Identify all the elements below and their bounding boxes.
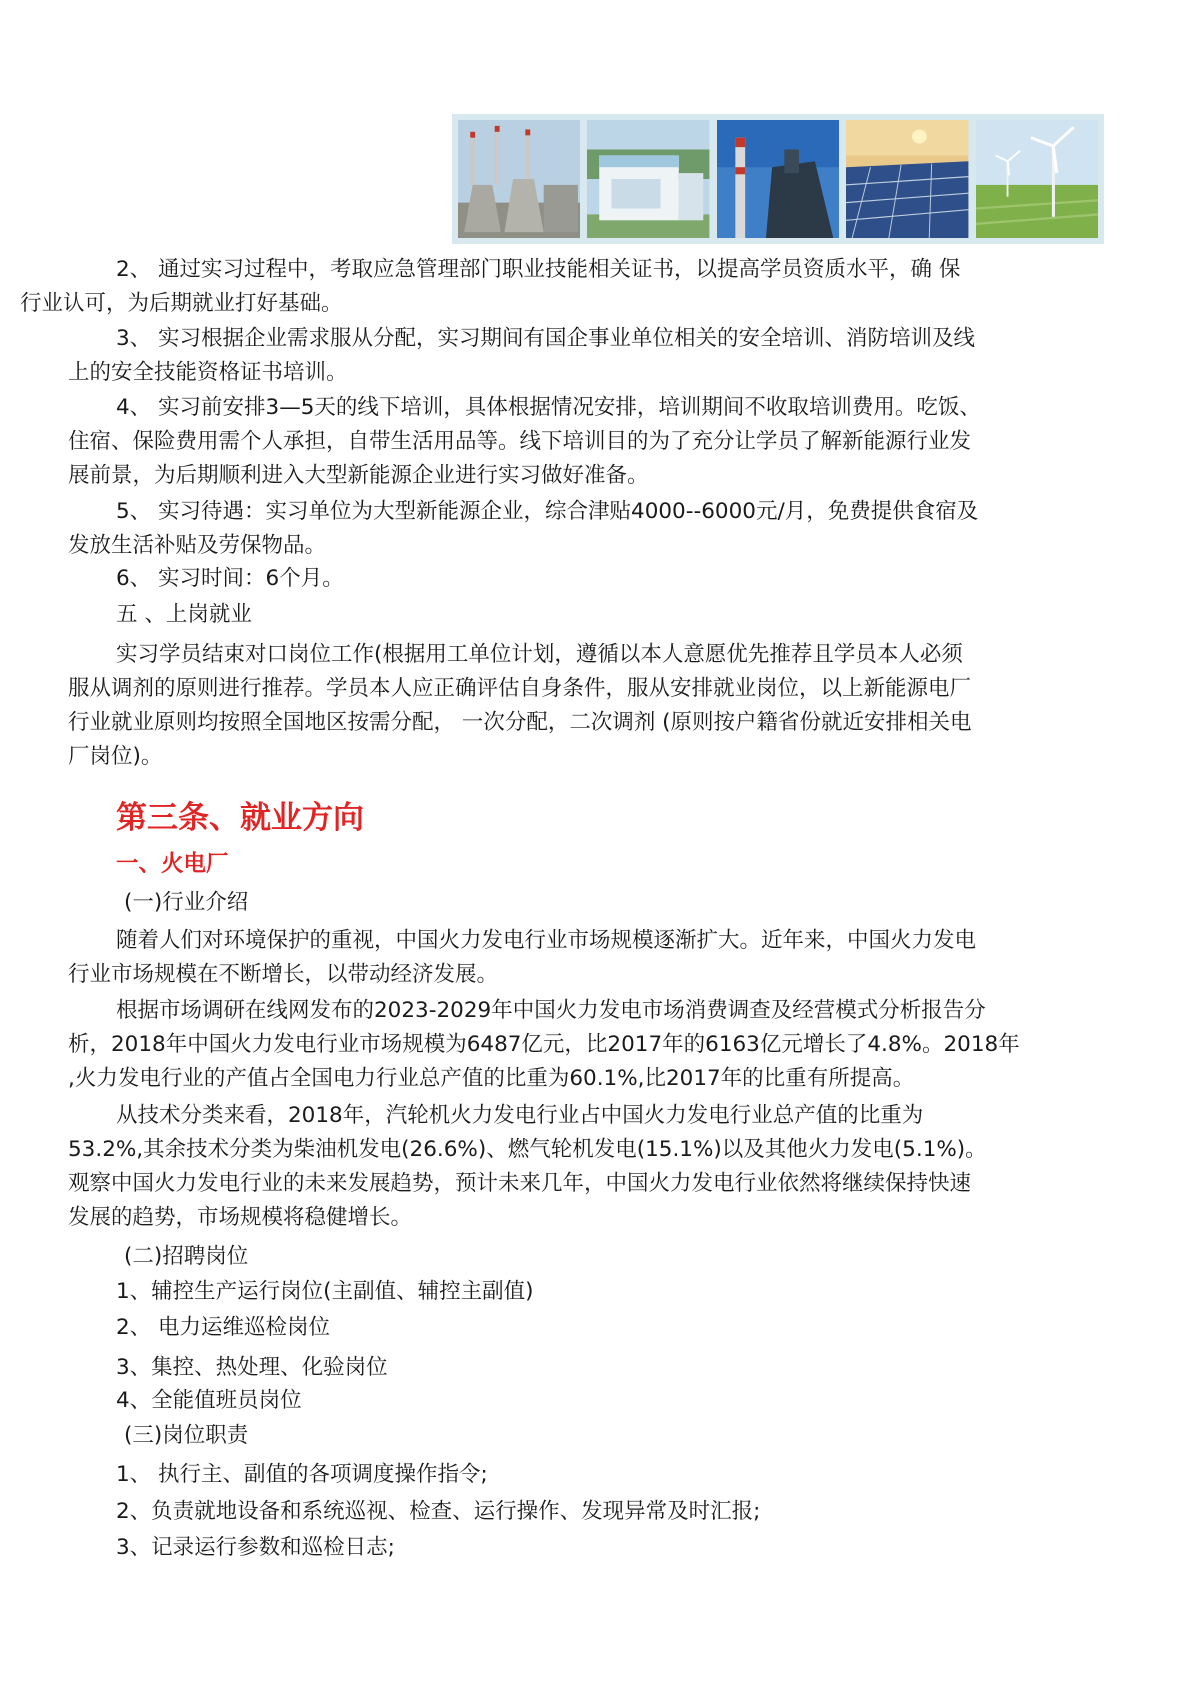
section-five-title: 五 、上岗就业 (116, 602, 252, 627)
recruit-item-2: 2、 电力运维巡检岗位 (116, 1315, 331, 1340)
intro-paragraph-2: 根据市场调研在线网发布的2023-2029年中国火力发电市场消费调查及经营模式分析报告分 析，2018年中国火力发电行业市场规模为6487亿元，比2017年的6163亿元增长了4.8%。2018年 ,火力发电行业的产值占全国电力行业总产值的比重为60.1%,比2017年的比重有所提高。 (68, 998, 1020, 1091)
duty-item-2: 2、负责就地设备和系统巡视、检查、运行操作、发现异常及时汇报; (116, 1499, 761, 1524)
heading-thermal-power-plant: 一、火电厂 (116, 851, 229, 877)
paragraph-item-2: 2、 通过实习过程中，考取应急管理部门职业技能相关证书，以提高学员资质水平，确 保 行业认可，为后期就业打好基础。 (20, 257, 961, 316)
paragraph-item-4: 4、 实习前安排3—5天的线下培训，具体根据情况安排，培训期间不收取培训费用。吃饭、 住宿、保险费用需个人承担，自带生活用品等。线下培训目的为了充分让学员了解新能源行业发 展前景，为后期顺利进入大型新能源企业进行实习做好准备。 (68, 395, 981, 488)
paragraph-item-5: 5、 实习待遇：实习单位为大型新能源企业，综合津贴4000--6000元/月，免费提供食宿及 发放生活补贴及劳保物品。 (68, 499, 979, 558)
thermal-power-plant-icon (458, 120, 580, 238)
duties-title: (三)岗位职责 (124, 1423, 249, 1448)
chimney-tower-icon (717, 120, 839, 238)
recruitment-title: (二)招聘岗位 (124, 1244, 249, 1269)
solar-panel-field-icon (846, 120, 968, 238)
duty-item-1: 1、 执行主、副值的各项调度操作指令; (116, 1462, 488, 1487)
duty-item-3: 3、记录运行参数和巡检日志; (116, 1535, 395, 1560)
recruit-item-4: 4、全能值班员岗位 (116, 1388, 302, 1413)
intro-paragraph-1: 随着人们对环境保护的重视，中国火力发电行业市场规模逐渐扩大。近年来，中国火力发电 行业市场规模在不断增长，以带动经济发展。 (68, 928, 977, 987)
heading-employment-direction: 第三条、就业方向 (116, 800, 364, 836)
recruit-item-1: 1、辅控生产运行岗位(主副值、辅控主副值) (116, 1279, 534, 1304)
intro-paragraph-3: 从技术分类来看，2018年，汽轮机火力发电行业占中国火力发电行业总产值的比重为 53.2%,其余技术分类为柴油机发电(26.6%)、燃气轮机发电(15.1%)以及其他火力发电(5.1%)。 观察中国火力发电行业的未来发展趋势，预计未来几年，中国火力发电行业依然将继续保持快速 发展的趋势，市场规模将稳健增长。 (68, 1103, 987, 1230)
industry-intro-title: (一)行业介绍 (124, 890, 249, 915)
wind-turbine-icon (976, 120, 1098, 238)
power-station-building-icon (587, 120, 709, 238)
paragraph-item-3: 3、 实习根据企业需求服从分配，实习期间有国企事业单位相关的安全培训、消防培训及线 上的安全技能资格证书培训。 (68, 326, 976, 385)
paragraph-item-6: 6、 实习时间：6个月。 (116, 566, 344, 591)
recruit-item-3: 3、集控、热处理、化验岗位 (116, 1355, 388, 1380)
employment-paragraph: 实习学员结束对口岗位工作(根据用工单位计划，遵循以本人意愿优先推荐且学员本人必须 服从调剂的原则进行推荐。学员本人应正确评估自身条件，服从安排就业岗位，以上新能源电厂 行业就业原则均按照全国地区按需分配， 一次分配，二次调剂 (原则按户籍省份就近安排相关电 厂岗位)。 (68, 642, 972, 769)
photo-banner (452, 114, 1104, 244)
